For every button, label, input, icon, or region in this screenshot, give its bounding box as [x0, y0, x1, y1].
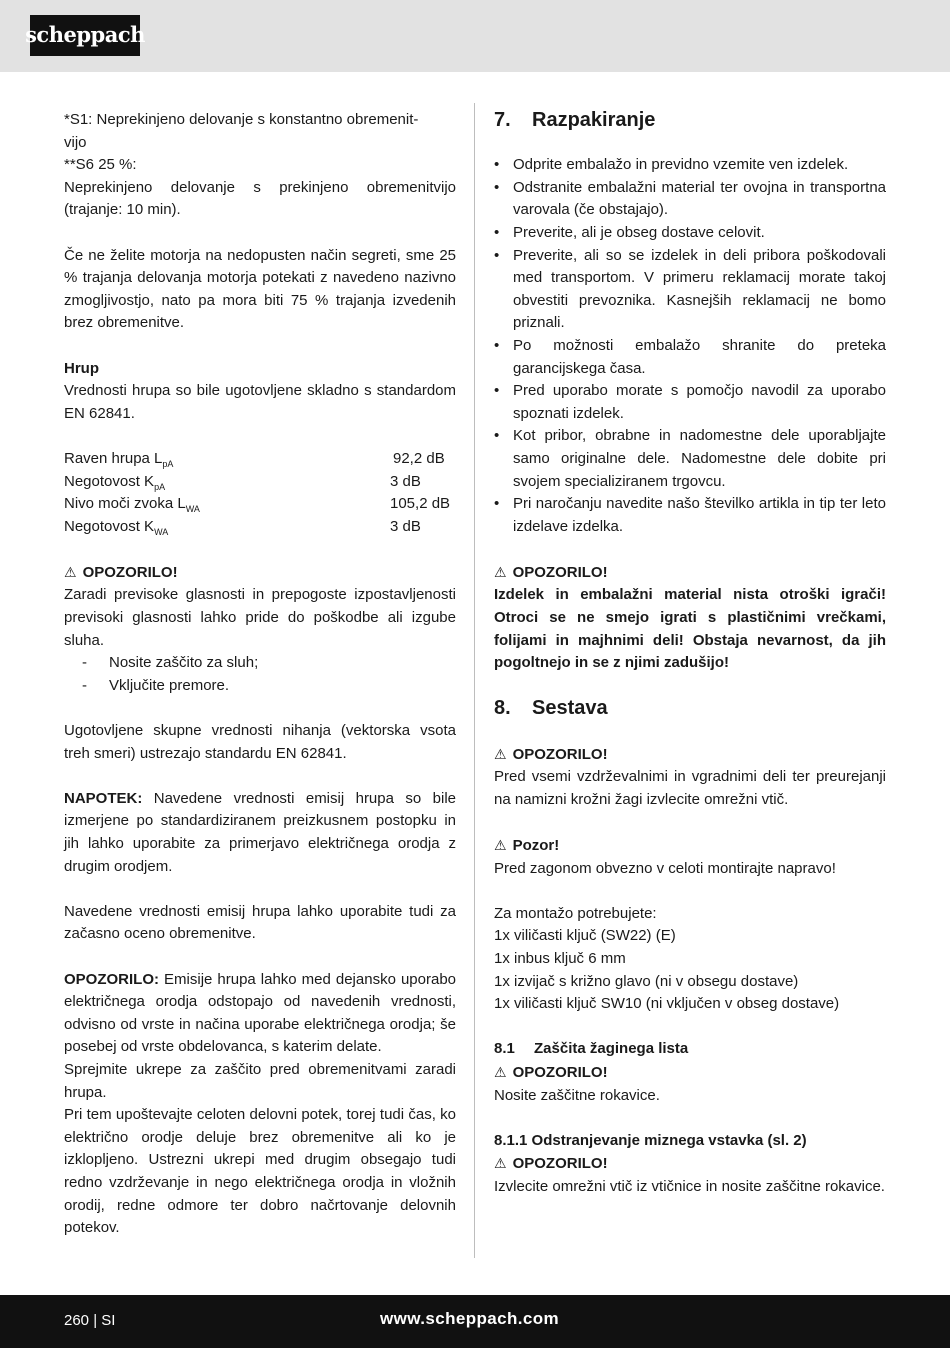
noise-table — [64, 448, 456, 538]
page-footer — [0, 1295, 950, 1348]
warning-triangle-icon: ⚠ — [494, 837, 507, 853]
tool-item: 1x inbus ključ 6 mm — [494, 949, 626, 967]
s6-label: **S6 25 %: — [64, 156, 137, 174]
scheppach-logo: scheppach — [30, 15, 140, 56]
unplug-text: Izvlecite omrežni vtič iz vtičnice in nosite zaščitne rokavice. — [494, 1177, 885, 1195]
website-link[interactable]: www.scheppach.com — [380, 1309, 560, 1328]
list-item: • Pred uporabo morate s pomočjo navodil za uporabo spoznati izdelek. — [494, 382, 886, 422]
tool-item: 1x viličasti ključ SW10 (ni vključen v obseg dostave) — [494, 995, 840, 1013]
noise-row: Negotovost $K_{WA}$ 3 dB — [64, 517, 421, 537]
list-item: • Pri naročanju navedite našo številko artikla in tip ter leto izdelave izdelka. — [494, 495, 886, 535]
noise-row: Nivo moči zvoka $L_{WA}$ 105,2 dB — [64, 495, 451, 515]
s1-note: *S1: Neprekinjeno delovanje s konstantno obremenit- vijo — [64, 111, 419, 151]
emission-warning-paragraph: OPOZORILO: Emisije hrupa lahko med dejansko uporabo električnega orodja odstopajo od navedenih vrednosti, odvisno od vrste in načina uporabe električnega orodja; še posebej od vrste obdelovanca, s katerim delate. — [64, 970, 456, 1056]
s6-text: Neprekinjeno delovanje s prekinjeno obremenitvijo (trajanje: 10 min). — [64, 178, 456, 219]
list-item: • Preverite, ali so se izdelek in deli pribora poškodovali med transportom. V primeru reklamacij morate takoj obvestiti prevoznika. Kasnejših reklamacij ne bomo priznali. — [494, 246, 886, 332]
noise-heading: Hrup — [64, 359, 99, 377]
warning-triangle-icon: ⚠ — [494, 1155, 507, 1172]
measures-paragraph: Sprejmite ukrepe za zaščito pred obremenitvami zaradi hrupa. — [64, 1060, 456, 1101]
section-7-title: 7. Razpakiranje — [494, 109, 656, 131]
noise-row: Raven hrupa $L_{pA}$ 92,2 dB — [64, 449, 445, 469]
estimate-paragraph: Navedene vrednosti emisij hrupa lahko uporabite tudi za začasno oceno obremenitve. — [64, 902, 456, 943]
warning-triangle-icon: ⚠ — [494, 1063, 507, 1080]
warning-heading: ⚠ OPOZORILO! — [494, 561, 886, 585]
heat-paragraph: Če ne želite motorja na nedopusten način segreti, sme 25 % trajanja delovanja motorja potekati z navedeno nazivno zmogljivostjo, nato pa mora biti 75 % trajanja izvedenih brez obremenitve. — [64, 246, 456, 332]
list-item: • Odstranite embalažni material ter ovojna in transportna varovala (če obstajajo). — [494, 178, 886, 219]
column-divider — [474, 103, 475, 1258]
tool-item: 1x viličasti ključ (SW22) (E) — [494, 927, 676, 945]
noise-row: Negotovost $K_{pA}$ 3 dB — [64, 472, 421, 492]
vibration-paragraph: Ugotovljene skupne vrednosti nihanja (vektorska vsota treh smeri) ustrezajo standardu EN 62841. — [64, 722, 456, 762]
maintenance-warning-text: Pred vsemi vzdrževalnimi in vgradnimi deli ter preurejanji na namizni krožni žagi izvlecite omrežni vtič. — [494, 768, 886, 808]
gloves-text: Nosite zaščitne rokavice. — [494, 1086, 660, 1104]
list-item: • Kot pribor, obrabne in nadomestne dele uporabljajte samo originalne dele. Nadomestne dele dobite pri svojem specializiranem trgovcu. — [494, 427, 886, 490]
warning-triangle-icon: ⚠ — [64, 563, 77, 580]
list-item: • Po možnosti embalažo shranite do preteka garancijskega časa. — [494, 336, 886, 377]
warning-triangle-icon: ⚠ — [494, 745, 507, 762]
list-item: • Preverite, ali je obseg dostave celovit. — [494, 223, 765, 241]
noise-intro: Vrednosti hrupa so bile ugotovljene skladno s standardom EN 62841. — [64, 382, 456, 422]
subsection-8-1-1-title: 8.1.1 Odstranjevanje miznega vstavka (sl. 2) — [494, 1131, 807, 1149]
page-header — [0, 0, 950, 72]
caution-text: Pred zagonom obvezno v celoti montirajte napravo! — [494, 859, 836, 877]
left-column — [64, 109, 456, 1240]
warning-heading: ⚠ OPOZORILO! — [64, 561, 456, 585]
section-8-title: 8. Sestava — [494, 697, 608, 720]
hearing-warning-text: Zaradi previsoke glasnosti in prepogoste izpostavljenosti previsoki glasnosti lahko pride do poškodbe ali izgube sluha. — [64, 586, 456, 649]
packaging-warning-text: Izdelek in embalažni material nista otroški igrači! Otroci se ne smejo igrati s plastičnimi vrečkami, folijami in majhnimi deli! Obstaja nevarnost, da jih pogoltnejo in se z njimi zadušijo! — [494, 586, 886, 672]
caution-heading: ⚠ Pozor! — [494, 834, 886, 858]
unpacking-list — [494, 154, 886, 538]
note-paragraph: NAPOTEK: Navedene vrednosti emisij hrupa so bile izmerjene po standardiziranem preizkusnem postopku in jih lahko uporabite za primerjavo električnega orodja z drugim orodjem. — [64, 789, 456, 875]
tools-intro: Za montažo potrebujete: — [494, 904, 657, 922]
warning-heading: ⚠ OPOZORILO! — [494, 1152, 886, 1176]
subsection-8-1-title: 8.1 Zaščita žaginega lista — [494, 1040, 689, 1058]
right-column — [494, 109, 886, 1199]
tool-item: 1x izvijač s križno glavo (ni v obsegu dostave) — [494, 972, 799, 990]
list-item: - Nosite zaščito za sluh; — [82, 654, 259, 672]
warning-heading: ⚠ OPOZORILO! — [494, 1061, 886, 1085]
page-number: 260 | SI — [64, 1312, 116, 1329]
process-paragraph: Pri tem upoštevajte celoten delovni potek, torej tudi čas, ko električno orodje deluje brez obremenitve ali ko je izklopljeno. Ustrezni ukrepi med drugim obsegajo tudi redno vzdrževanje in nego električnega orodja in vložnih orodij, redne odmore ter dobro načrtovanje delovnih potekov. — [64, 1106, 456, 1237]
warning-heading: ⚠ OPOZORILO! — [494, 743, 886, 767]
warning-triangle-icon: ⚠ — [494, 563, 507, 580]
list-item: • Odprite embalažo in previdno vzemite ven izdelek. — [494, 156, 849, 174]
list-item: - Vključite premore. — [82, 676, 230, 694]
